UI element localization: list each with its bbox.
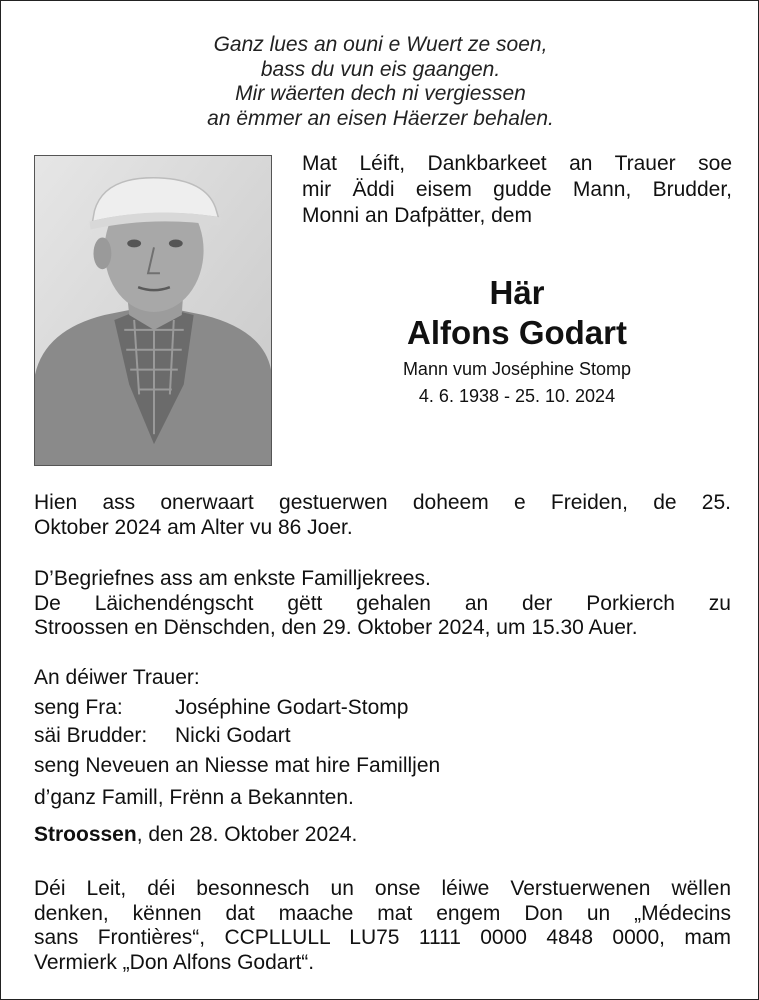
mourner-name: Joséphine Godart-Stomp xyxy=(175,696,409,719)
memorial-poem xyxy=(1,33,759,131)
paragraph-line: Hien ass onerwaart gestuerwen doheem e Freiden, de 25. xyxy=(34,491,731,514)
spouse-line: Mann vum Joséphine Stomp xyxy=(402,359,632,379)
mourners-heading: An déiwer Trauer: xyxy=(34,666,200,689)
paragraph-line: Stroossen en Dënschden, den 29. Oktober 2024, um 15.30 Auer. xyxy=(34,616,638,639)
deceased-name: Alfons Godart xyxy=(407,314,627,351)
honorific: Här xyxy=(489,274,545,311)
mourner-extra: d’ganz Famill, Frënn a Bekannten. xyxy=(34,786,354,809)
mourner-row xyxy=(34,722,731,750)
paragraph-line: Vermierk „Don Alfons Godart“. xyxy=(34,950,315,974)
life-dates: 4. 6. 1938 - 25. 10. 2024 xyxy=(418,386,616,406)
date-text: , den 28. Oktober 2024. xyxy=(136,823,358,846)
intro-line: Mat Léift, Dankbarkeet an Trauer soe xyxy=(302,152,732,175)
mourner-row xyxy=(34,694,731,722)
intro-line: Monni an Dafpätter, dem xyxy=(302,204,532,227)
funeral-paragraph xyxy=(34,567,731,641)
intro-text xyxy=(302,151,732,229)
poem-line: Ganz lues an ouni e Wuert ze soen, xyxy=(213,33,548,56)
portrait-image xyxy=(35,156,271,465)
mourner-relation: säi Brudder: xyxy=(34,724,148,747)
deceased-block xyxy=(302,273,732,410)
death-paragraph xyxy=(34,491,731,540)
paragraph-line: denken, kënnen dat maache mat engem Don un „Médecins xyxy=(34,901,731,925)
paragraph-line: Oktober 2024 am Alter vu 86 Joer. xyxy=(34,515,353,539)
mourner-relation: seng Fra: xyxy=(34,696,123,719)
mourner-name: Nicki Godart xyxy=(175,724,291,747)
mourners-section xyxy=(34,662,731,814)
mourner-extra: seng Neveuen an Niesse mat hire Familljen xyxy=(34,754,441,777)
donation-paragraph xyxy=(34,877,731,975)
place-date xyxy=(34,823,731,848)
paragraph-line: D’Begriefnes ass am enkste Familljekrees. xyxy=(34,567,431,590)
poem-line: an ëmmer an eisen Häerzer behalen. xyxy=(207,106,554,130)
portrait-photo xyxy=(34,155,272,466)
place-name: Stroossen xyxy=(34,823,137,846)
paragraph-line: Déi Leit, déi besonnesch un onse léiwe Verstuerwenen wëllen xyxy=(34,877,731,900)
poem-line: Mir wäerten dech ni vergiessen xyxy=(235,82,526,105)
paragraph-line: sans Frontières“, CCPLLULL LU75 1111 0000 4848 0000, mam xyxy=(34,926,731,949)
intro-line: mir Äddi eisem gudde Mann, Brudder, xyxy=(302,178,732,201)
paragraph-line: De Läichendéngscht gëtt gehalen an der Porkierch zu xyxy=(34,591,731,615)
poem-line: bass du vun eis gaangen. xyxy=(260,57,501,81)
